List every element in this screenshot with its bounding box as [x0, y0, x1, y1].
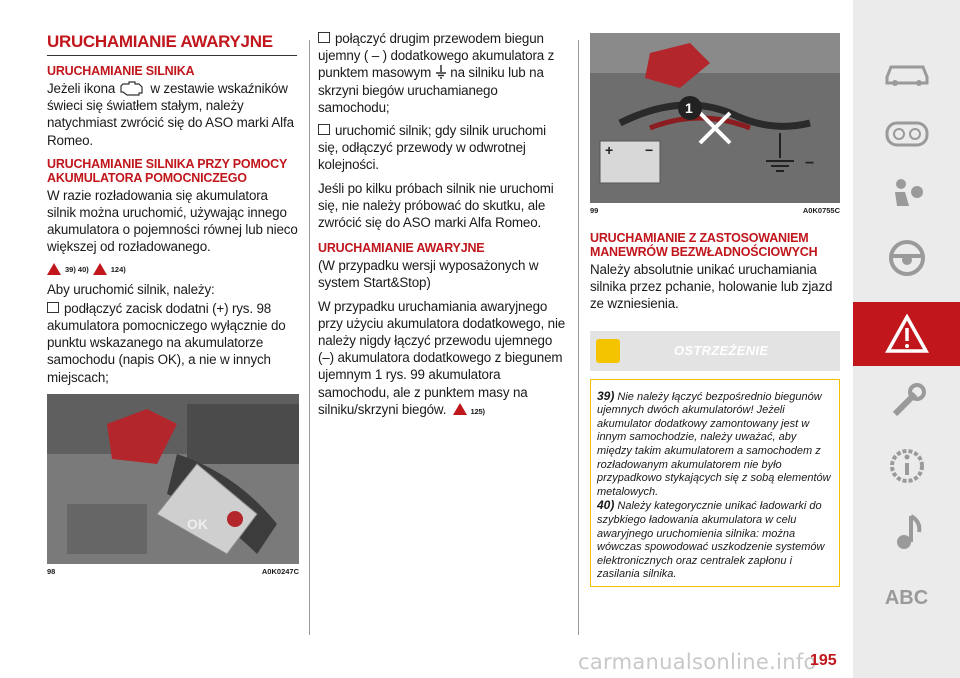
checkbox-bullet-icon: [318, 124, 330, 135]
sidebar-item-index[interactable]: [853, 566, 960, 630]
figure-99-caption: [590, 206, 840, 215]
paragraph-engine-icon: Jeżeli ikona w zestawie wskaźników świeci się światłem stałym, należy natychmiast zwrócić się do ASO marki Alfa Romeo.: [47, 81, 294, 148]
paragraph-start-stop: (W przypadku wersji wyposażonych w system Start&Stop): [318, 258, 539, 291]
caution-triangle-icon: [453, 403, 467, 415]
index-abc-label: ABC: [884, 586, 929, 609]
music-icon: [887, 512, 927, 552]
paragraph-aby-uruchomic: Aby uruchomić silnik, należy:: [47, 281, 215, 297]
sidebar-item-maintenance[interactable]: [853, 370, 960, 434]
battery-negative-terminal-photo: [590, 33, 840, 203]
heading-uruchamianie-awaryjne: URUCHAMIANIE AWARYJNE: [318, 241, 485, 256]
sidebar-item-steering[interactable]: [853, 226, 960, 290]
caution-triangle-icon: [93, 263, 107, 275]
warning-body: [590, 379, 840, 587]
warning-40: 40) Należy kategorycznie unikać ładowarki do szybkiego ładowania akumulatora w celu awaryjnego uruchomienia silnika: można wówczas spowodować uszkodzenie systemów elektronicznych oraz centralek zapłonu i zasilania silnika.: [597, 498, 825, 581]
sidebar-item-dashboard[interactable]: [853, 102, 960, 166]
figure-99-code: A0K0755C: [802, 206, 840, 215]
warning-header: [590, 331, 840, 371]
caution-link-124[interactable]: 124): [110, 264, 126, 274]
warning-reference: [47, 262, 299, 277]
car-icon: [883, 57, 931, 87]
bullet-1: podłączyć zacisk dodatni (+) rys. 98 akumulatora pomocniczego wyłącznie do punktu wskazanego na akumulatorze samochodu (napis OK), a nie w innych miejscach;: [47, 300, 286, 385]
figure-99-marker: 1: [685, 100, 693, 116]
wrench-icon: [887, 382, 927, 422]
caution-link-125[interactable]: 125): [470, 406, 485, 416]
heading-pomocy-akumulatora: URUCHAMIANIE SILNIKA PRZY POMOCY AKUMULATORA POMOCNICZEGO: [47, 156, 287, 185]
divider-2: [578, 40, 579, 635]
column-3: [590, 33, 840, 587]
svg-text:−: −: [805, 155, 815, 172]
engine-warning-icon: [119, 80, 147, 96]
heading-uruchamianie-silnika: URUCHAMIANIE SILNIKA: [47, 64, 195, 78]
info-icon: [887, 446, 927, 486]
svg-text:−: −: [645, 142, 654, 158]
checkbox-bullet-icon: [318, 32, 330, 43]
warning-icon: [885, 314, 929, 354]
warning-box: [590, 331, 840, 587]
figure-98-number: 98: [47, 566, 56, 576]
figure-98: [47, 394, 299, 576]
divider-1: [309, 40, 310, 635]
svg-text:+: +: [605, 142, 614, 158]
ok-label: OK: [187, 515, 208, 532]
figure-99-number: 99: [590, 206, 599, 215]
airbag-icon: [887, 176, 927, 216]
sidebar-item-car[interactable]: [853, 40, 960, 104]
battery-positive-terminal-photo: [47, 394, 299, 564]
figure-98-code: A0K0247C: [261, 566, 299, 576]
car-warning-icon: [596, 339, 620, 363]
paragraph-unikac: Należy absolutnie unikać uruchamiania silnika przez pchanie, holowanie lub zjazd ze wzniesienia.: [590, 262, 833, 312]
page-title: URUCHAMIANIE AWARYJNE: [47, 32, 297, 56]
column-2: [318, 30, 568, 426]
bullet-3: uruchomić silnik; gdy silnik uruchomi się, odłączyć przewody w odwrotnej kolejności.: [318, 123, 547, 173]
warning-39: 39) Nie należy łączyć bezpośrednio biegunów ujemnych dwóch akumulatorów! Jeżeli akumulator dodatkowy zamontowany jest w innym samochodzie, należy uważać, aby między takim akumulatorem a samochodem z rozładowanym akumulatorem nie było przypadkowo stykających się z sobą elementów metalowych.: [597, 388, 831, 498]
dashboard-icon: [885, 121, 929, 147]
ground-symbol-icon: [435, 65, 447, 79]
column-1: [47, 30, 299, 576]
paragraph-awaryjne-akumulator: W przypadku uruchamiania awaryjnego przy użyciu akumulatora dodatkowego, nie należy nigdy łączyć przewodu ujemnego (–) akumulatora dodatkowego z biegunem ujemnym 1 rys. 99 akumulatora samochodu, ale z punktem masy na silniku/skrzyni biegów. 125): [318, 298, 566, 417]
page-number: 195: [810, 652, 837, 669]
sidebar-item-technical[interactable]: [853, 434, 960, 498]
paragraph-rozladowanie: W razie rozładowania się akumulatora silnik można uruchomić, używając innego akumulatora o pojemności równej lub nieco większej od rozładowanego.: [47, 187, 298, 255]
paragraph-kilka-prob: Jeśli po kilku próbach silnik nie uruchomi się, nie należy próbować do skutku, ale zwrócić się do ASO marki Alfa Romeo.: [318, 180, 554, 231]
heading-manewrow: URUCHAMIANIE Z ZASTOSOWANIEM MANEWRÓW BEZWŁADNOŚCIOWYCH: [590, 231, 818, 259]
warning-title: OSTRZEŻENIE: [674, 342, 769, 358]
figure-99: [590, 33, 840, 215]
figure-98-caption: [47, 567, 299, 576]
sidebar-item-airbag[interactable]: [853, 164, 960, 228]
sidebar-item-emergency[interactable]: [853, 302, 960, 366]
warning-triangle-icon: [47, 263, 61, 275]
sidebar-item-multimedia[interactable]: [853, 500, 960, 564]
steering-wheel-icon: [887, 238, 927, 278]
bullet-2: połączyć drugim przewodem biegun ujemny ( – ) dodatkowego akumulatora z punktem masowym na silniku lub na skrzyni biegów uruchamianego samochodu;: [318, 31, 555, 115]
watermark: carmanualsonline.info: [578, 650, 817, 674]
chapter-sidebar: [853, 0, 960, 678]
warning-link-39-40[interactable]: 39) 40): [65, 264, 89, 274]
checkbox-bullet-icon: [47, 302, 59, 313]
